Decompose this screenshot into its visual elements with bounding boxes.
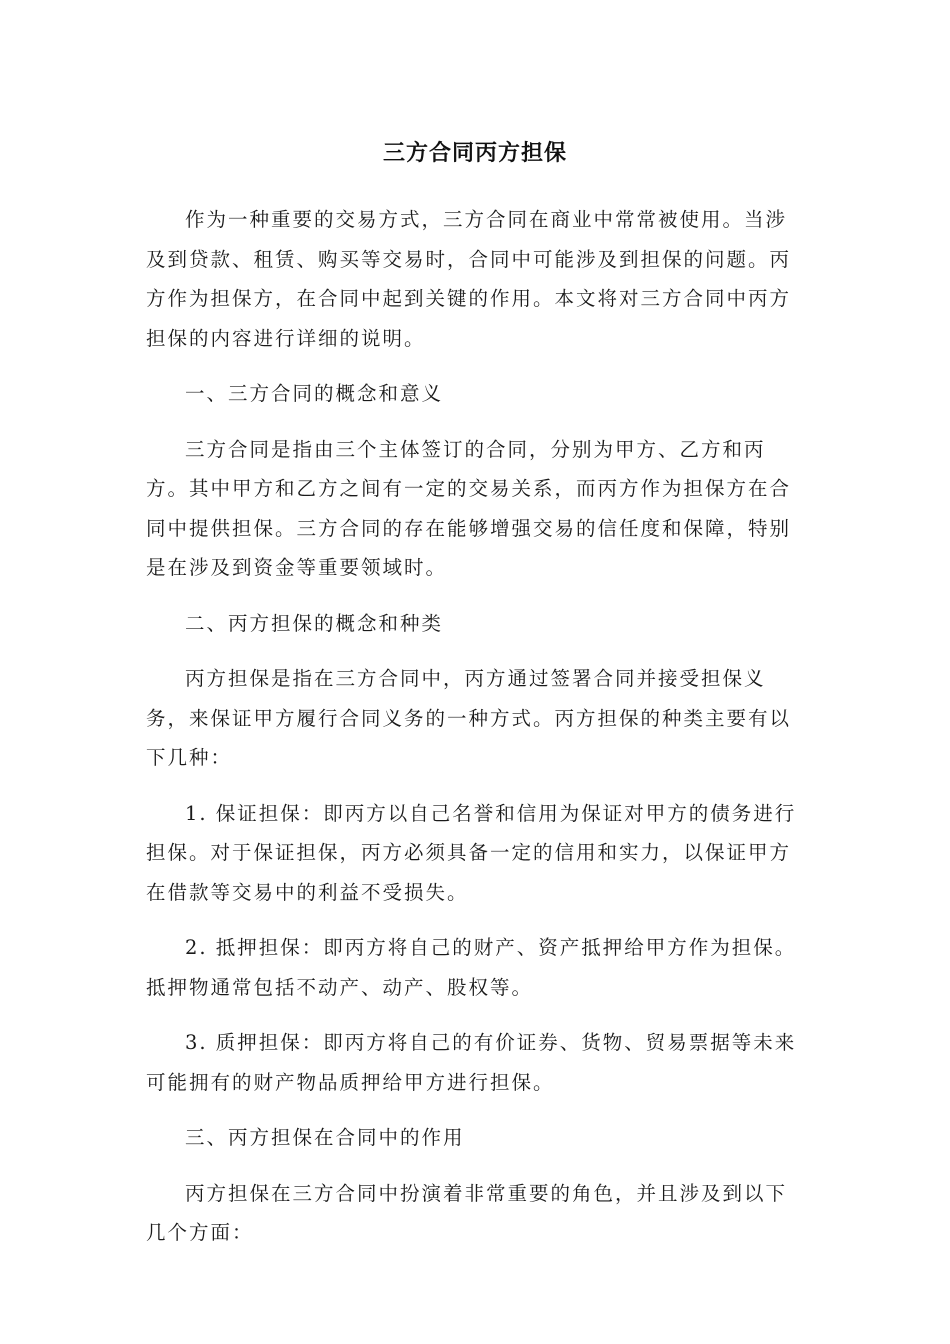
document-title: 三方合同丙方担保 (382, 141, 567, 166)
list-item-mortgage: 2. 抵押担保：即丙方将自己的财产、资产抵押给甲方作为担保。抵押物通常包括不动产、动产、股权等。 (146, 936, 797, 999)
section-2-paragraph: 丙方担保是指在三方合同中，丙方通过签署合同并接受担保义务，来保证甲方履行合同义务的一种方式。丙方担保的种类主要有以下几种： (146, 667, 792, 769)
section-1-paragraph: 三方合同是指由三个主体签订的合同，分别为甲方、乙方和丙方。其中甲方和乙方之间有一定的交易关系，而丙方作为担保方在合同中提供担保。三方合同的存在能够增强交易的信任度和保障，特别是在涉及到资金等重要领域时。 (146, 437, 792, 579)
section-3-paragraph: 丙方担保在三方合同中扮演着非常重要的角色，并且涉及到以下几个方面： (146, 1181, 788, 1244)
intro-paragraph: 作为一种重要的交易方式，三方合同在商业中常常被使用。当涉及到贷款、租赁、购买等交易时，合同中可能涉及到担保的问题。丙方作为担保方，在合同中起到关键的作用。本文将对三方合同中丙方担保的内容进行详细的说明。 (146, 208, 792, 350)
list-item-guarantee: 1. 保证担保：即丙方以自己名誉和信用为保证对甲方的债务进行担保。对于保证担保，丙方必须具备一定的信用和实力，以保证甲方在借款等交易中的利益不受损失。 (146, 801, 797, 904)
list-item-pledge: 3. 质押担保：即丙方将自己的有价证券、货物、贸易票据等未来可能拥有的财产物品质押给甲方进行担保。 (146, 1031, 797, 1094)
section-heading-2: 二、丙方担保的概念和种类 (185, 611, 444, 635)
section-heading-3: 三、丙方担保在合同中的作用 (185, 1126, 465, 1149)
section-heading-1: 一、三方合同的概念和意义 (185, 382, 444, 405)
document-body (146, 200, 806, 1269)
